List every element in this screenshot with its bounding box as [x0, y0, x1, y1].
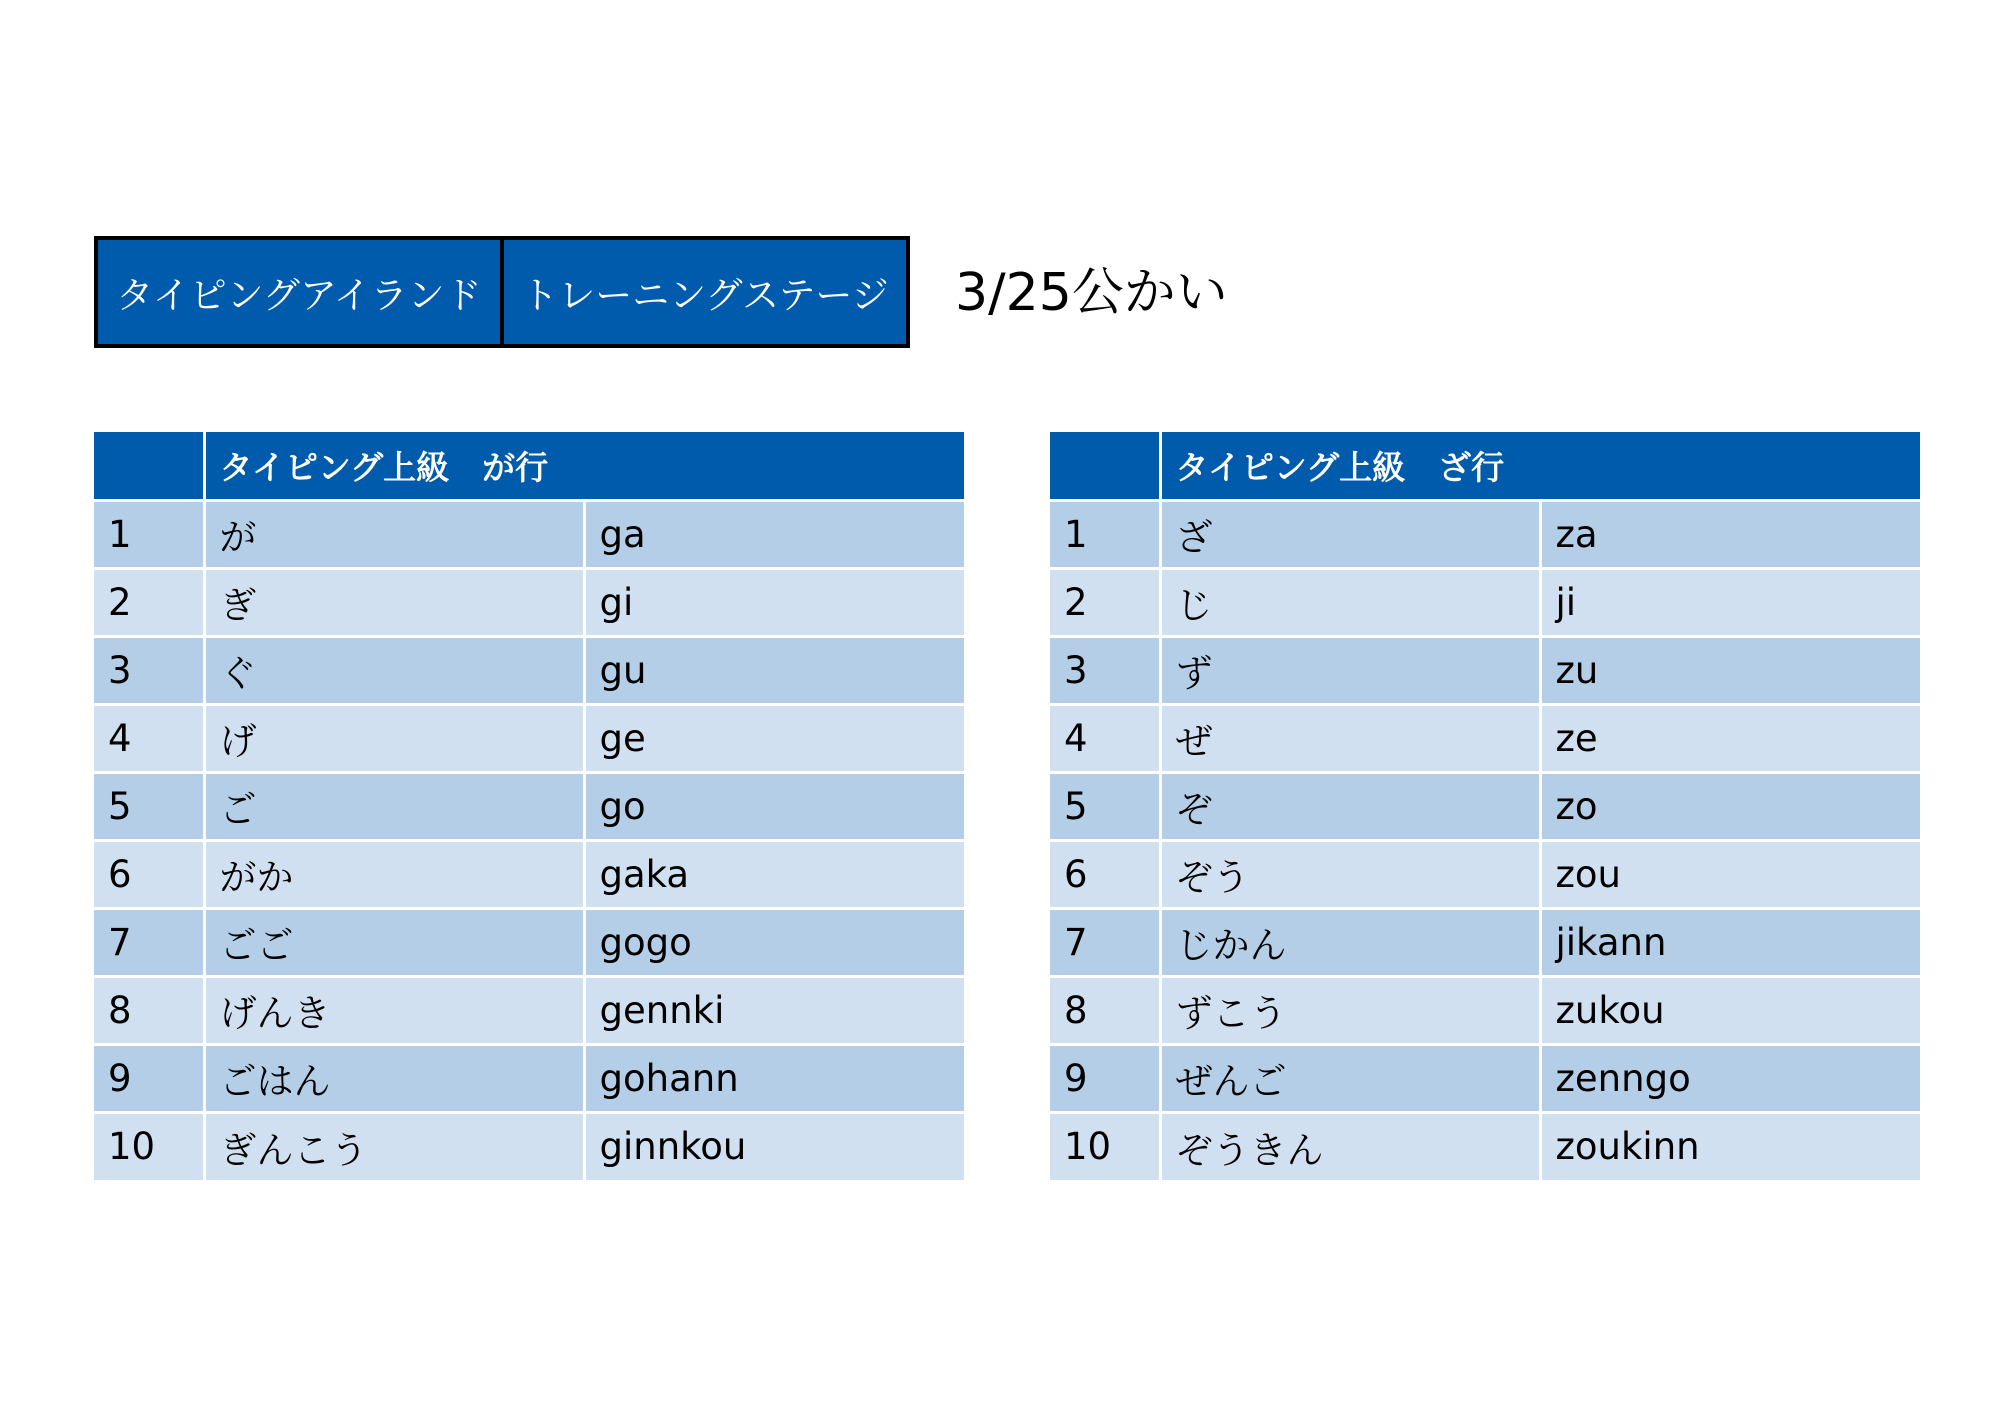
romaji-cell: go — [584, 772, 964, 840]
row-number: 9 — [94, 1044, 204, 1112]
romaji-cell: zo — [1540, 772, 1920, 840]
romaji-cell: zoukinn — [1540, 1112, 1920, 1180]
kana-cell: ご — [204, 772, 584, 840]
stage-title-box — [500, 236, 910, 348]
kana-cell: ぞうきん — [1160, 1112, 1540, 1180]
table-row — [1050, 908, 1920, 976]
kana-cell: ごご — [204, 908, 584, 976]
table-row — [1050, 1044, 1920, 1112]
kana-cell: ざ — [1160, 500, 1540, 568]
table-row — [1050, 568, 1920, 636]
table-title: タイピング上級 ざ行 — [1160, 432, 1920, 500]
table-row — [1050, 1112, 1920, 1180]
row-number: 8 — [94, 976, 204, 1044]
kana-cell: がか — [204, 840, 584, 908]
romaji-cell: gohann — [584, 1044, 964, 1112]
row-number: 10 — [94, 1112, 204, 1180]
romaji-cell: zukou — [1540, 976, 1920, 1044]
romaji-cell: ge — [584, 704, 964, 772]
number-column-header — [1050, 432, 1160, 500]
romaji-cell: za — [1540, 500, 1920, 568]
table-title: タイピング上級 が行 — [204, 432, 964, 500]
kana-cell: ぎんこう — [204, 1112, 584, 1180]
table-row — [94, 772, 964, 840]
app-title: タイピングアイランド — [116, 274, 482, 317]
table-row — [94, 636, 964, 704]
table-header-row — [94, 432, 964, 500]
row-number: 3 — [1050, 636, 1160, 704]
kana-cell: ぞう — [1160, 840, 1540, 908]
row-number: 3 — [94, 636, 204, 704]
kana-cell: ごはん — [204, 1044, 584, 1112]
table-row — [1050, 840, 1920, 908]
row-number: 8 — [1050, 976, 1160, 1044]
table-row — [1050, 636, 1920, 704]
row-number: 7 — [1050, 908, 1160, 976]
table-row — [94, 1112, 964, 1180]
kana-cell: じかん — [1160, 908, 1540, 976]
row-number: 1 — [94, 500, 204, 568]
romaji-cell: jikann — [1540, 908, 1920, 976]
row-number: 4 — [1050, 704, 1160, 772]
kana-cell: ぜんご — [1160, 1044, 1540, 1112]
romaji-cell: gi — [584, 568, 964, 636]
row-number: 2 — [94, 568, 204, 636]
romaji-cell: ginnkou — [584, 1112, 964, 1180]
romaji-cell: gennki — [584, 976, 964, 1044]
za-row-table — [1050, 432, 1920, 1180]
romaji-cell: gu — [584, 636, 964, 704]
stage-title: トレーニングステージ — [521, 274, 889, 317]
row-number: 4 — [94, 704, 204, 772]
kana-cell: ぜ — [1160, 704, 1540, 772]
row-number: 7 — [94, 908, 204, 976]
table-row — [94, 908, 964, 976]
row-number: 6 — [1050, 840, 1160, 908]
table-row — [94, 704, 964, 772]
table-row — [94, 568, 964, 636]
table-row — [1050, 704, 1920, 772]
row-number: 2 — [1050, 568, 1160, 636]
romaji-cell: zou — [1540, 840, 1920, 908]
table-row — [94, 1044, 964, 1112]
kana-cell: が — [204, 500, 584, 568]
table-row — [1050, 500, 1920, 568]
romaji-cell: zu — [1540, 636, 1920, 704]
romaji-cell: ze — [1540, 704, 1920, 772]
ga-row-table — [94, 432, 964, 1180]
table-body — [94, 500, 964, 1180]
romaji-cell: ji — [1540, 568, 1920, 636]
row-number: 5 — [94, 772, 204, 840]
kana-cell: ずこう — [1160, 976, 1540, 1044]
table-header-row — [1050, 432, 1920, 500]
table-row — [94, 500, 964, 568]
kana-cell: ぐ — [204, 636, 584, 704]
row-number: 5 — [1050, 772, 1160, 840]
number-column-header — [94, 432, 204, 500]
table-row — [94, 976, 964, 1044]
row-number: 10 — [1050, 1112, 1160, 1180]
row-number: 9 — [1050, 1044, 1160, 1112]
table-body — [1050, 500, 1920, 1180]
kana-cell: ぞ — [1160, 772, 1540, 840]
romaji-cell: zenngo — [1540, 1044, 1920, 1112]
kana-cell: ず — [1160, 636, 1540, 704]
kana-cell: じ — [1160, 568, 1540, 636]
table-row — [94, 840, 964, 908]
kana-cell: げ — [204, 704, 584, 772]
kana-cell: げんき — [204, 976, 584, 1044]
row-number: 6 — [94, 840, 204, 908]
table-row — [1050, 976, 1920, 1044]
row-number: 1 — [1050, 500, 1160, 568]
romaji-cell: gogo — [584, 908, 964, 976]
app-title-box — [94, 236, 504, 348]
table-row — [1050, 772, 1920, 840]
release-date-label: 3/25公かい — [955, 263, 1228, 323]
romaji-cell: gaka — [584, 840, 964, 908]
romaji-cell: ga — [584, 500, 964, 568]
kana-cell: ぎ — [204, 568, 584, 636]
